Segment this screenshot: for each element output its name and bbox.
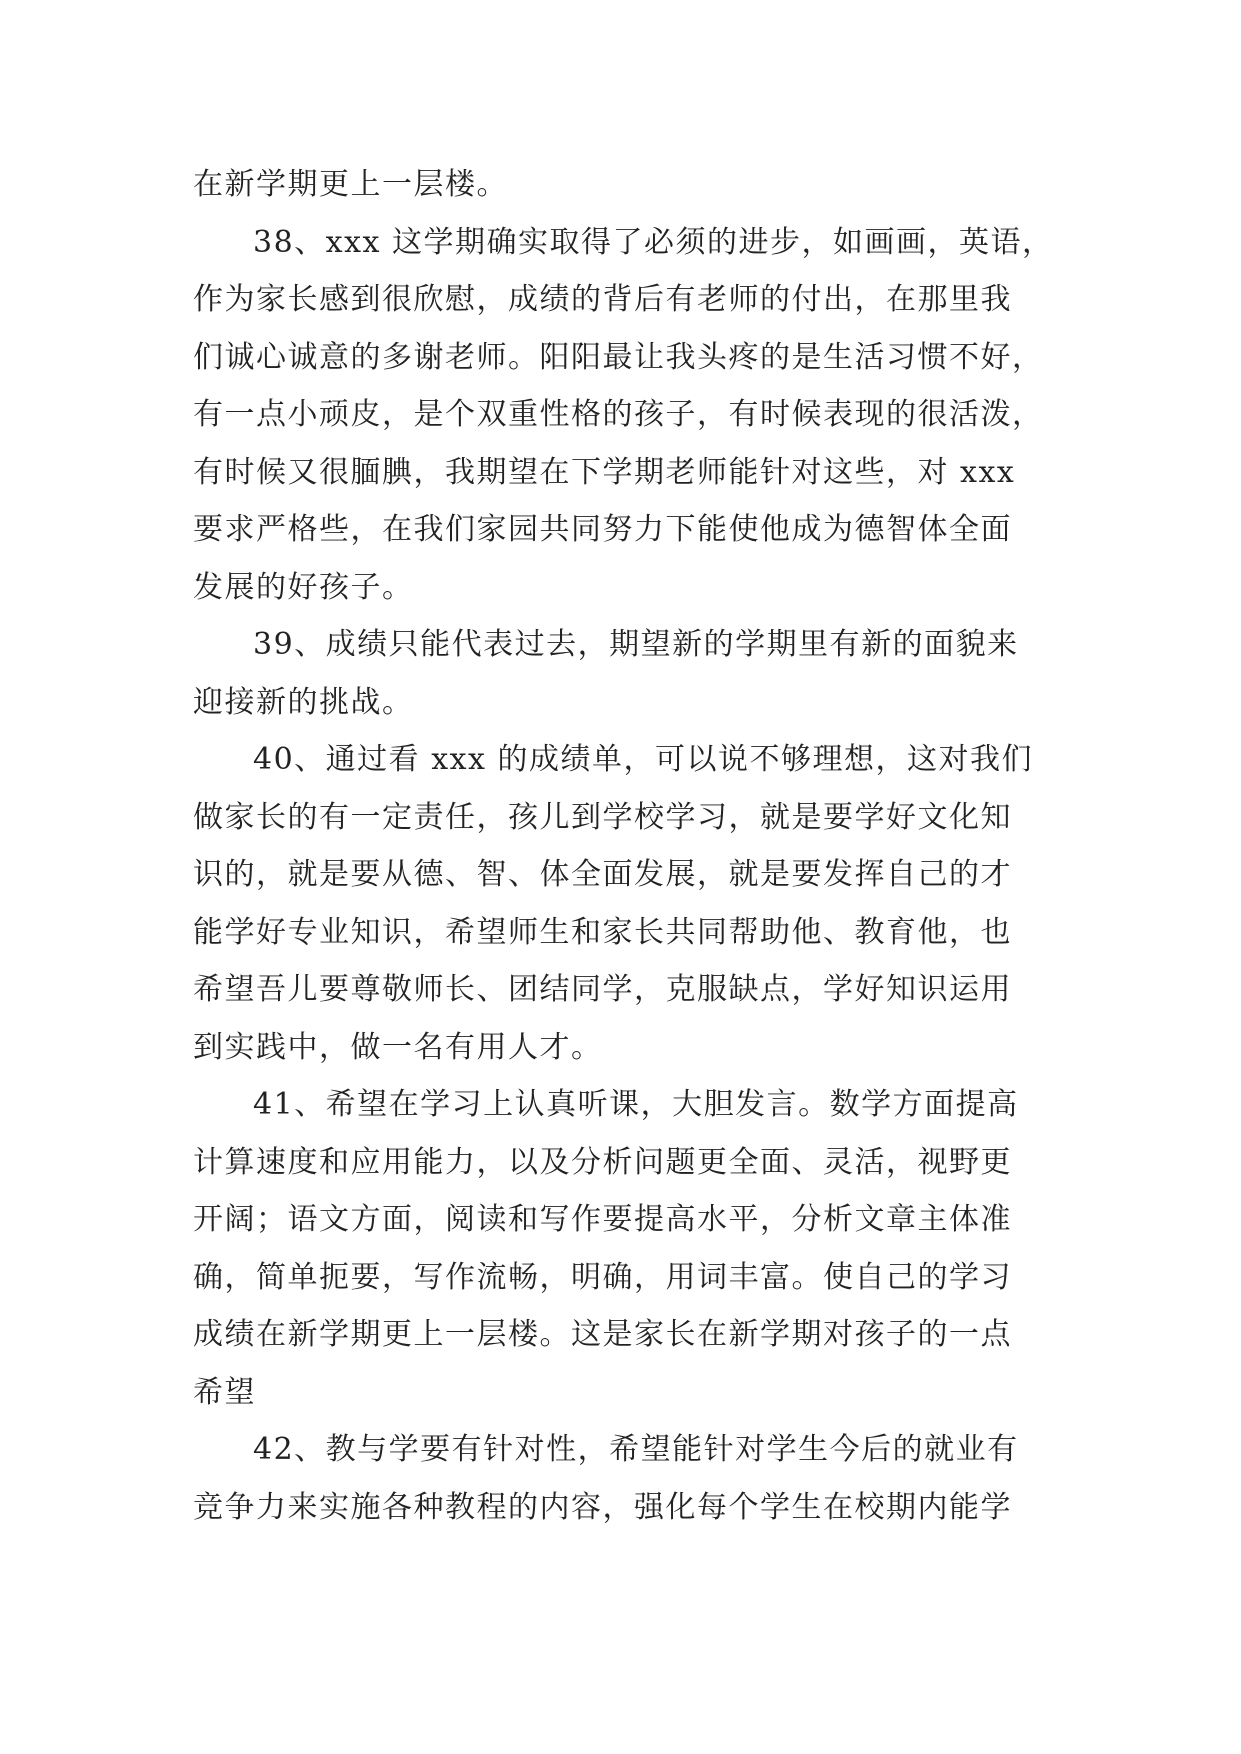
text-line: 要求严格些，在我们家园共同努力下能使他成为德智体全面	[193, 512, 1012, 547]
text-line: 39、成绩只能代表过去，期望新的学期里有新的面貌来	[253, 627, 1019, 662]
text-line: 竞争力来实施各种教程的内容，强化每个学生在校期内能学	[193, 1489, 1012, 1525]
text-line: 确，简单扼要，写作流畅，明确，用词丰富。使自己的学习	[193, 1259, 1012, 1295]
text-line: 有时候又很腼腆，我期望在下学期老师能针对这些，对 xxx	[193, 454, 1016, 490]
text-line: 们诚心诚意的多谢老师。阳阳最让我头疼的是生活习惯不好，	[193, 339, 1044, 375]
document-body	[193, 156, 1055, 1536]
text-line: 发展的好孩子。	[193, 569, 414, 605]
text-line: 有一点小顽皮，是个双重性格的孩子，有时候表现的很活泼，	[193, 397, 1044, 432]
text-line: 识的，就是要从德、智、体全面发展，就是要发挥自己的才	[193, 857, 1012, 892]
text-line: 38、xxx 这学期确实取得了必须的进步，如画画，英语，	[253, 224, 1054, 260]
text-line: 作为家长感到很欣慰，成绩的背后有老师的付出，在那里我	[193, 282, 1012, 317]
text-line: 计算速度和应用能力，以及分析问题更全面、灵活，视野更	[193, 1144, 1012, 1180]
text-line: 40、通过看 xxx 的成绩单，可以说不够理想，这对我们	[253, 742, 1034, 777]
text-line: 在新学期更上一层楼。	[193, 167, 508, 202]
text-line: 能学好专业知识，希望师生和家长共同帮助他、教育他，也	[193, 914, 1012, 950]
text-line: 42、教与学要有针对性，希望能针对学生今后的就业有	[253, 1432, 1019, 1467]
text-line: 成绩在新学期更上一层楼。这是家长在新学期对孩子的一点	[193, 1317, 1012, 1352]
text-line: 41、希望在学习上认真听课，大胆发言。数学方面提高	[253, 1087, 1019, 1122]
text-line: 希望吾儿要尊敬师长、团结同学，克服缺点，学好知识运用	[193, 972, 1012, 1007]
text-line: 迎接新的挑战。	[193, 684, 414, 720]
text-line: 开阔；语文方面，阅读和写作要提高水平，分析文章主体准	[193, 1202, 1012, 1237]
text-line: 到实践中，做一名有用人才。	[193, 1029, 603, 1065]
text-line: 做家长的有一定责任，孩儿到学校学习，就是要学好文化知	[193, 799, 1012, 835]
text-line: 希望	[193, 1374, 256, 1410]
